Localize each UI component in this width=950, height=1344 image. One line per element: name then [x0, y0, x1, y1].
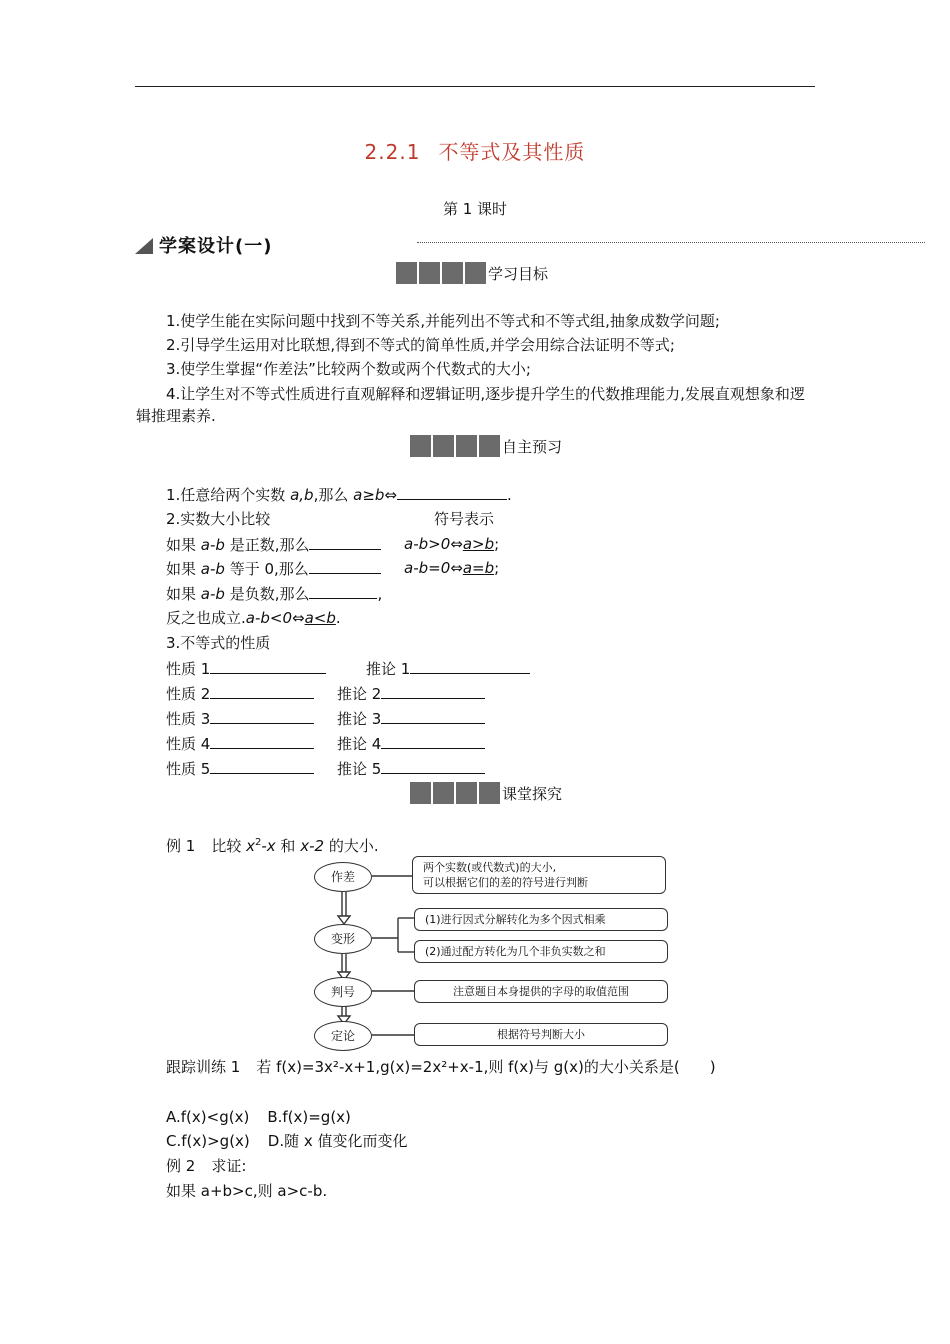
converse-line: 反之也成立.a-b<0⇔a<b. — [166, 609, 341, 627]
preview-question-1: 1.任意给两个实数 a,b,那么 a≥b⇔ . — [166, 483, 512, 506]
answer-blank[interactable] — [309, 533, 381, 550]
preview-question-3: 3.不等式的性质 — [166, 634, 271, 652]
option-row — [166, 1130, 408, 1152]
property-row: 性质 3 — [166, 707, 314, 730]
objective-item: 1.使学生能在实际问题中找到不等关系,并能列出不等式和不等式组,抽象成数学问题; — [166, 312, 720, 330]
page-title — [0, 136, 950, 165]
corollary-row: 推论 4 — [337, 732, 485, 755]
lesson-subtitle: 第 1 课时 — [442, 200, 508, 218]
corollary-row: 推论 5 — [337, 757, 485, 780]
answer-blank[interactable] — [410, 657, 530, 674]
step-sign: 判号 — [314, 977, 372, 1007]
training-1 — [166, 1056, 716, 1078]
corollary-row: 推论 1 — [366, 657, 530, 680]
section-number: 2.2.1 — [364, 140, 421, 164]
objective-item: 2.引导学生运用对比联想,得到不等式的简单性质,并学会用综合法证明不等式; — [166, 336, 675, 354]
option-a[interactable]: A.f(x)<g(x) — [166, 1108, 250, 1126]
property-row: 性质 2 — [166, 682, 314, 705]
note-range: 注意题目本身提供的字母的取值范围 — [414, 980, 668, 1003]
section-title: 不等式及其性质 — [438, 140, 586, 164]
example-1: 例 1 比较 $x^2-x$ 和 x-2 的大小. — [166, 837, 379, 855]
training-label: 跟踪训练 1 — [166, 1058, 241, 1076]
property-row: 性质 4 — [166, 732, 314, 755]
section-blocks-icon — [396, 262, 488, 284]
objective-item: 4.让学生对不等式性质进行直观解释和逻辑证明,逐步提升学生的代数推理能力,发展直观想象和逻辑推理素养. — [136, 385, 805, 425]
comparison-symbol: a-b=0⇔a=b; — [404, 559, 500, 577]
answer-blank[interactable] — [309, 557, 381, 574]
objective-item: 3.使学生掌握“作差法”比较两个数或两个代数式的大小; — [166, 360, 531, 378]
section-header-preview — [410, 435, 590, 457]
comparison-row: 如果 a-b 是负数,那么 , — [166, 582, 382, 605]
comparison-symbol: a-b>0⇔a>b; — [404, 535, 500, 553]
symbol-column-header: 符号表示 — [434, 510, 495, 528]
comparison-row: 如果 a-b 是正数,那么 — [166, 533, 381, 556]
section-blocks-icon — [410, 435, 502, 457]
answer-blank[interactable] — [397, 483, 507, 500]
section-label: 自主预习 — [502, 438, 563, 456]
step-transform: 变形 — [314, 924, 372, 954]
note-judge: 根据符号判断大小 — [414, 1023, 668, 1046]
comparison-row: 如果 a-b 等于 0,那么 — [166, 557, 381, 580]
answer-blank[interactable] — [381, 682, 485, 699]
corollary-row: 推论 2 — [337, 682, 485, 705]
section-header-objectives — [396, 262, 566, 284]
note-factor: (1)进行因式分解转化为多个因式相乘 — [414, 908, 668, 931]
example-2-statement: 如果 a+b>c,则 a>c-b. — [166, 1182, 328, 1200]
answer-blank[interactable] — [210, 707, 314, 724]
option-b[interactable]: B.f(x)=g(x) — [267, 1108, 351, 1126]
example-text: 求证: — [211, 1157, 247, 1175]
preview-question-2: 2.实数大小比较 — [166, 510, 271, 528]
step-conclude: 定论 — [314, 1021, 372, 1051]
section-label: 学习目标 — [488, 265, 549, 283]
answer-blank[interactable] — [381, 732, 485, 749]
note-square: (2)通过配方转化为几个非负实数之和 — [414, 940, 668, 963]
answer-blank[interactable] — [381, 707, 485, 724]
note-diff: 两个实数(或代数式)的大小, 可以根据它们的差的符号进行判断 — [412, 856, 666, 894]
method-flow-diagram — [310, 852, 670, 1052]
answer-blank[interactable] — [210, 657, 326, 674]
section-blocks-icon — [410, 782, 502, 804]
training-question: 若 f(x)=3x²-x+1,g(x)=2x²+x-1,则 f(x)与 g(x)的大小关系是( ) — [256, 1058, 716, 1076]
answer-blank[interactable] — [210, 682, 314, 699]
answer-blank[interactable] — [210, 732, 314, 749]
example-2 — [166, 1155, 246, 1177]
answer-blank[interactable] — [381, 757, 485, 774]
banner-label: 学案设计(一) — [159, 236, 273, 257]
design-banner — [135, 232, 925, 256]
option-d[interactable]: D.随 x 值变化而变化 — [267, 1132, 408, 1150]
corollary-row: 推论 3 — [337, 707, 485, 730]
option-row — [166, 1106, 351, 1128]
property-row: 性质 5 — [166, 757, 314, 780]
answer-blank[interactable] — [210, 757, 314, 774]
step-diff: 作差 — [314, 862, 372, 892]
example-label: 例 1 — [166, 837, 196, 855]
property-row: 性质 1 — [166, 657, 326, 680]
example-label: 例 2 — [166, 1157, 196, 1175]
option-c[interactable]: C.f(x)>g(x) — [166, 1132, 250, 1150]
header-rule — [135, 86, 815, 87]
section-header-explore — [410, 782, 590, 804]
answer-blank[interactable] — [309, 582, 377, 599]
triangle-icon — [135, 238, 153, 254]
dotted-divider — [417, 242, 925, 243]
section-label: 课堂探究 — [502, 785, 563, 803]
